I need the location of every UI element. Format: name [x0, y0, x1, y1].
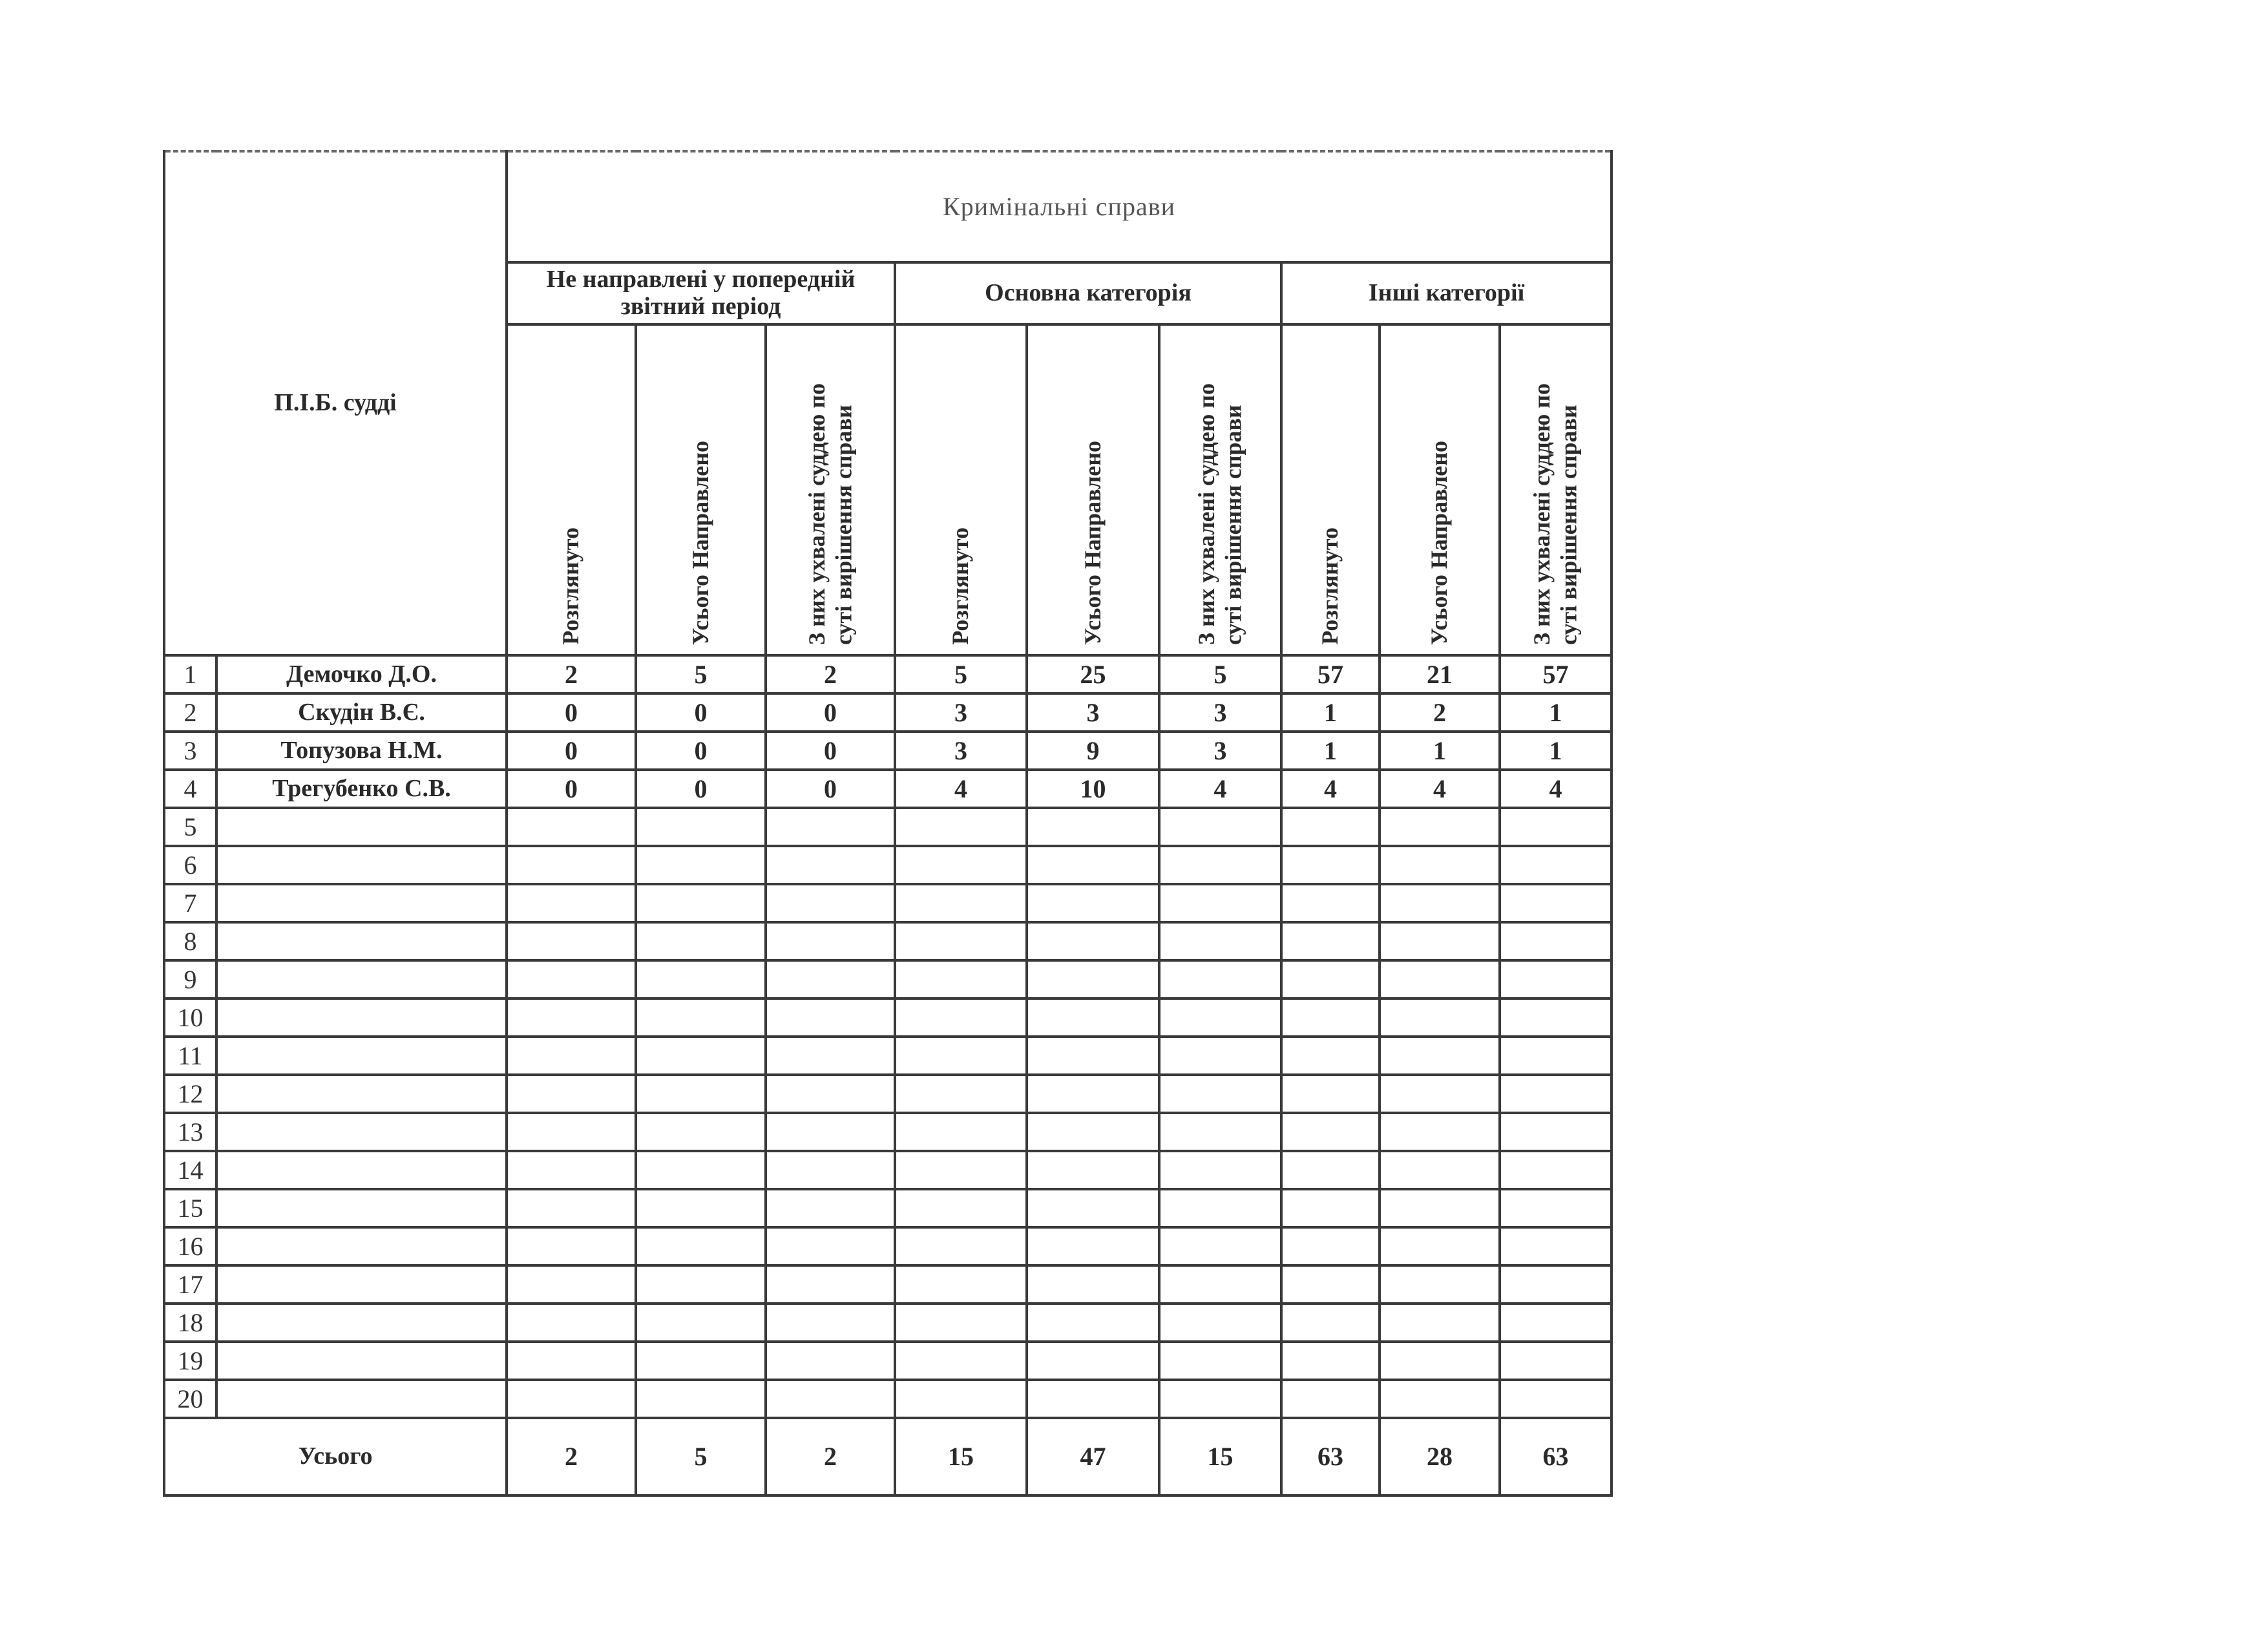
value-cell [636, 1037, 766, 1075]
value-cell: 1 [1500, 732, 1612, 770]
value-cell [1500, 1342, 1612, 1380]
value-cell [1380, 998, 1500, 1037]
value-cell [1027, 1342, 1159, 1380]
group-header-other-categories: Інші категорії [1281, 262, 1612, 324]
value-cell: 21 [1380, 655, 1500, 693]
value-cell [636, 846, 766, 884]
value-cell [507, 808, 636, 846]
table-row [164, 960, 1612, 998]
value-cell [1159, 1037, 1281, 1075]
judge-name-header: П.І.Б. судді [164, 151, 507, 655]
table-row [164, 770, 1612, 808]
judge-name-cell [216, 1227, 507, 1265]
value-cell [895, 1113, 1027, 1151]
table-row [164, 655, 1612, 693]
value-cell [636, 884, 766, 922]
value-cell [1159, 808, 1281, 846]
table-row [164, 1380, 1612, 1418]
row-number: 6 [164, 846, 216, 884]
value-cell [1281, 922, 1380, 960]
judge-name-cell [216, 884, 507, 922]
value-cell [1500, 960, 1612, 998]
judge-name-cell [216, 1265, 507, 1304]
group-header-not-sent-previous: Не направлені у попередній звітний період [507, 262, 895, 324]
row-number: 17 [164, 1265, 216, 1304]
value-cell [895, 1037, 1027, 1075]
value-cell [1380, 808, 1500, 846]
value-cell [895, 998, 1027, 1037]
row-number: 15 [164, 1189, 216, 1227]
row-number: 8 [164, 922, 216, 960]
judge-name-cell [216, 1113, 507, 1151]
total-value-cell: 47 [1027, 1418, 1159, 1495]
column-header-label: Усього Направлено [687, 440, 713, 645]
value-cell: 10 [1027, 770, 1159, 808]
value-cell [895, 884, 1027, 922]
value-cell [636, 1265, 766, 1304]
table-row [164, 998, 1612, 1037]
column-header-label: З них ухвалені суддею по суті вирішення справи [1193, 383, 1246, 645]
table-row [164, 1075, 1612, 1113]
value-cell [1500, 1380, 1612, 1418]
value-cell [766, 808, 895, 846]
value-cell [1027, 1113, 1159, 1151]
value-cell [1159, 1304, 1281, 1342]
judge-name-cell: Скудін В.Є. [216, 693, 507, 732]
column-header-label: Розглянуто [947, 527, 974, 645]
value-cell [766, 1380, 895, 1418]
judge-name-cell [216, 1342, 507, 1380]
value-cell [1500, 922, 1612, 960]
column-header [1380, 324, 1500, 655]
row-number: 10 [164, 998, 216, 1037]
value-cell: 3 [1027, 693, 1159, 732]
value-cell [766, 1075, 895, 1113]
judge-name-cell: Демочко Д.О. [216, 655, 507, 693]
value-cell [636, 1304, 766, 1342]
table-row [164, 922, 1612, 960]
value-cell [1380, 1037, 1500, 1075]
table-row [164, 732, 1612, 770]
total-value-cell: 28 [1380, 1418, 1500, 1495]
value-cell [507, 1151, 636, 1189]
criminal-cases-header: Кримінальні справи [507, 151, 1612, 262]
value-cell [1159, 1342, 1281, 1380]
value-cell [1380, 1113, 1500, 1151]
value-cell [766, 1304, 895, 1342]
value-cell [636, 808, 766, 846]
row-number: 20 [164, 1380, 216, 1418]
table-row [164, 1227, 1612, 1265]
value-cell: 0 [507, 770, 636, 808]
value-cell: 4 [1159, 770, 1281, 808]
value-cell [1500, 1304, 1612, 1342]
total-value-cell: 5 [636, 1418, 766, 1495]
value-cell: 25 [1027, 655, 1159, 693]
judge-name-cell [216, 1380, 507, 1418]
group-header-main-category: Основна категорія [895, 262, 1281, 324]
total-value-cell: 2 [766, 1418, 895, 1495]
value-cell [1027, 1304, 1159, 1342]
value-cell [766, 1342, 895, 1380]
column-header [1027, 324, 1159, 655]
value-cell [895, 1265, 1027, 1304]
table-row [164, 1151, 1612, 1189]
value-cell [507, 960, 636, 998]
row-number: 5 [164, 808, 216, 846]
value-cell: 2 [766, 655, 895, 693]
table-row [164, 1342, 1612, 1380]
value-cell [1027, 1265, 1159, 1304]
value-cell [1380, 922, 1500, 960]
value-cell: 9 [1027, 732, 1159, 770]
table-row [164, 884, 1612, 922]
value-cell [895, 1380, 1027, 1418]
column-header-label: Усього Направлено [1079, 440, 1106, 645]
total-row [164, 1418, 1612, 1495]
value-cell [1159, 922, 1281, 960]
value-cell [766, 1265, 895, 1304]
value-cell: 0 [766, 732, 895, 770]
value-cell [766, 1189, 895, 1227]
value-cell [1380, 1189, 1500, 1227]
column-header [507, 324, 636, 655]
judge-name-cell [216, 808, 507, 846]
value-cell: 3 [1159, 693, 1281, 732]
value-cell [1500, 846, 1612, 884]
header-row-main [164, 151, 1612, 262]
value-cell [507, 998, 636, 1037]
value-cell: 3 [1159, 732, 1281, 770]
value-cell [1500, 1265, 1612, 1304]
value-cell [636, 1075, 766, 1113]
value-cell [1027, 1189, 1159, 1227]
value-cell: 4 [1380, 770, 1500, 808]
value-cell [1027, 808, 1159, 846]
value-cell [766, 846, 895, 884]
row-number: 13 [164, 1113, 216, 1151]
value-cell [766, 1113, 895, 1151]
value-cell [1159, 960, 1281, 998]
value-cell [1027, 998, 1159, 1037]
column-header-label: Розглянуто [1317, 527, 1343, 645]
value-cell [1281, 1304, 1380, 1342]
row-number: 9 [164, 960, 216, 998]
value-cell [1500, 808, 1612, 846]
value-cell: 5 [1159, 655, 1281, 693]
value-cell [895, 922, 1027, 960]
value-cell [766, 922, 895, 960]
row-number: 19 [164, 1342, 216, 1380]
value-cell [1281, 960, 1380, 998]
value-cell [766, 1227, 895, 1265]
value-cell [1159, 846, 1281, 884]
row-number: 1 [164, 655, 216, 693]
total-value-cell: 15 [895, 1418, 1027, 1495]
value-cell [1500, 1189, 1612, 1227]
value-cell [1027, 1151, 1159, 1189]
value-cell [507, 1265, 636, 1304]
column-header [1281, 324, 1380, 655]
value-cell [1380, 1075, 1500, 1113]
value-cell [895, 846, 1027, 884]
value-cell [1500, 1227, 1612, 1265]
value-cell [766, 884, 895, 922]
value-cell [1380, 960, 1500, 998]
judge-name-cell [216, 1075, 507, 1113]
value-cell [636, 1227, 766, 1265]
value-cell [1500, 1113, 1612, 1151]
value-cell: 1 [1281, 693, 1380, 732]
table-row [164, 1189, 1612, 1227]
row-number: 2 [164, 693, 216, 732]
value-cell [507, 1380, 636, 1418]
value-cell [1380, 1265, 1500, 1304]
value-cell [1159, 1151, 1281, 1189]
column-header [636, 324, 766, 655]
total-value-cell: 63 [1281, 1418, 1380, 1495]
value-cell [895, 1227, 1027, 1265]
value-cell [1500, 1151, 1612, 1189]
value-cell [1380, 846, 1500, 884]
value-cell [1159, 1265, 1281, 1304]
column-header-label: Розглянуто [558, 527, 584, 645]
total-label: Усього [164, 1418, 507, 1495]
value-cell [1380, 1227, 1500, 1265]
value-cell [636, 1342, 766, 1380]
value-cell: 3 [895, 693, 1027, 732]
value-cell [507, 884, 636, 922]
table-row [164, 1037, 1612, 1075]
value-cell [895, 1075, 1027, 1113]
row-number: 12 [164, 1075, 216, 1113]
value-cell: 0 [636, 693, 766, 732]
value-cell: 5 [895, 655, 1027, 693]
value-cell: 0 [766, 693, 895, 732]
judge-name-cell [216, 960, 507, 998]
value-cell [507, 1189, 636, 1227]
value-cell [1159, 884, 1281, 922]
value-cell [1027, 1075, 1159, 1113]
value-cell: 0 [636, 770, 766, 808]
value-cell [636, 1380, 766, 1418]
judge-name-cell: Трегубенко С.В. [216, 770, 507, 808]
value-cell [1027, 922, 1159, 960]
value-cell: 57 [1281, 655, 1380, 693]
value-cell [895, 960, 1027, 998]
value-cell: 4 [1500, 770, 1612, 808]
value-cell [1281, 998, 1380, 1037]
value-cell [1380, 1151, 1500, 1189]
value-cell [1159, 1189, 1281, 1227]
value-cell [1159, 1380, 1281, 1418]
value-cell [1500, 1037, 1612, 1075]
value-cell [1281, 808, 1380, 846]
row-number: 3 [164, 732, 216, 770]
value-cell [1380, 1342, 1500, 1380]
value-cell: 0 [507, 693, 636, 732]
value-cell [1159, 1227, 1281, 1265]
value-cell [766, 1037, 895, 1075]
value-cell: 5 [636, 655, 766, 693]
value-cell [1281, 1113, 1380, 1151]
judge-name-cell: Топузова Н.М. [216, 732, 507, 770]
table-row [164, 1265, 1612, 1304]
value-cell [895, 1342, 1027, 1380]
table-row [164, 1304, 1612, 1342]
total-value-cell: 63 [1500, 1418, 1612, 1495]
value-cell [1281, 1227, 1380, 1265]
table-row [164, 846, 1612, 884]
value-cell [1380, 884, 1500, 922]
value-cell [1281, 1265, 1380, 1304]
value-cell [1281, 1380, 1380, 1418]
judge-name-cell [216, 1304, 507, 1342]
total-value-cell: 15 [1159, 1418, 1281, 1495]
value-cell: 2 [507, 655, 636, 693]
value-cell [1281, 846, 1380, 884]
table-row [164, 808, 1612, 846]
total-value-cell: 2 [507, 1418, 636, 1495]
value-cell [507, 922, 636, 960]
value-cell [1027, 846, 1159, 884]
value-cell: 3 [895, 732, 1027, 770]
row-number: 11 [164, 1037, 216, 1075]
value-cell: 1 [1500, 693, 1612, 732]
value-cell [766, 1151, 895, 1189]
value-cell [1281, 1075, 1380, 1113]
value-cell [507, 1113, 636, 1151]
column-header [1159, 324, 1281, 655]
value-cell [766, 998, 895, 1037]
table-row [164, 1113, 1612, 1151]
value-cell [636, 998, 766, 1037]
value-cell [507, 1227, 636, 1265]
value-cell [895, 1189, 1027, 1227]
value-cell [636, 1189, 766, 1227]
value-cell [507, 1075, 636, 1113]
value-cell: 1 [1380, 732, 1500, 770]
value-cell [1281, 1037, 1380, 1075]
column-header-label: З них ухвалені суддею по суті вирішення справи [1529, 383, 1582, 645]
value-cell [895, 808, 1027, 846]
row-number: 4 [164, 770, 216, 808]
value-cell [1281, 1342, 1380, 1380]
value-cell [1027, 1227, 1159, 1265]
report-sheet [163, 150, 1610, 1476]
value-cell: 57 [1500, 655, 1612, 693]
column-header-label: Усього Направлено [1426, 440, 1453, 645]
value-cell: 4 [1281, 770, 1380, 808]
value-cell: 0 [636, 732, 766, 770]
row-number: 14 [164, 1151, 216, 1189]
judge-name-cell [216, 1151, 507, 1189]
value-cell [1281, 884, 1380, 922]
judge-name-cell [216, 1037, 507, 1075]
column-header [895, 324, 1027, 655]
value-cell [636, 960, 766, 998]
judge-name-cell [216, 922, 507, 960]
value-cell [1027, 1037, 1159, 1075]
column-header-label: З них ухвалені суддею по суті вирішення справи [803, 383, 857, 645]
value-cell [1159, 1113, 1281, 1151]
value-cell: 0 [507, 732, 636, 770]
row-number: 7 [164, 884, 216, 922]
value-cell [1281, 1189, 1380, 1227]
value-cell [507, 1037, 636, 1075]
value-cell [1159, 1075, 1281, 1113]
value-cell [1380, 1304, 1500, 1342]
column-header [766, 324, 895, 655]
judge-name-cell [216, 846, 507, 884]
row-number: 16 [164, 1227, 216, 1265]
value-cell: 0 [766, 770, 895, 808]
value-cell [895, 1304, 1027, 1342]
value-cell: 4 [895, 770, 1027, 808]
value-cell [636, 1151, 766, 1189]
value-cell [636, 922, 766, 960]
column-header [1500, 324, 1612, 655]
value-cell [1027, 1380, 1159, 1418]
value-cell [507, 1304, 636, 1342]
value-cell [1027, 960, 1159, 998]
value-cell [1500, 1075, 1612, 1113]
judge-name-cell [216, 1189, 507, 1227]
value-cell [1380, 1380, 1500, 1418]
value-cell [1027, 884, 1159, 922]
value-cell [1500, 884, 1612, 922]
value-cell [1500, 998, 1612, 1037]
value-cell: 2 [1380, 693, 1500, 732]
value-cell [1281, 1151, 1380, 1189]
value-cell [1159, 998, 1281, 1037]
value-cell [766, 960, 895, 998]
criminal-cases-table [163, 150, 1613, 1497]
value-cell: 1 [1281, 732, 1380, 770]
value-cell [507, 1342, 636, 1380]
row-number: 18 [164, 1304, 216, 1342]
value-cell [636, 1113, 766, 1151]
judge-name-cell [216, 998, 507, 1037]
value-cell [507, 846, 636, 884]
table-row [164, 693, 1612, 732]
value-cell [895, 1151, 1027, 1189]
